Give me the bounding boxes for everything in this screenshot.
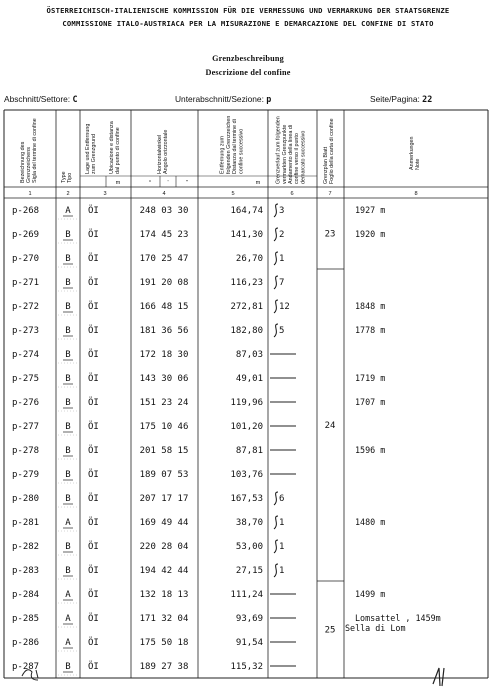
marker-id: p-287 xyxy=(12,662,40,672)
marker-type: B xyxy=(65,278,71,288)
curve-symbol xyxy=(274,540,278,553)
note-text: Lomsattel , 1459m xyxy=(355,613,441,623)
note-text-italian: Sella di Lom xyxy=(345,623,406,633)
distance-value: 27,15 xyxy=(235,566,263,576)
marker-location: ÖI xyxy=(88,662,99,672)
horizontal-angle: 166 48 15 xyxy=(139,302,189,312)
distance-value: 141,30 xyxy=(230,230,263,240)
curve-count: 6 xyxy=(279,494,285,504)
marker-location: ÖI xyxy=(88,590,99,600)
column-header-angle-line: Angolo orizzontale xyxy=(163,129,170,174)
note-text: 1596 m xyxy=(355,445,386,455)
horizontal-angle: 181 36 56 xyxy=(139,326,189,336)
column-number: 5 xyxy=(231,191,235,197)
curve-count: 12 xyxy=(279,302,290,312)
marker-type: B xyxy=(65,494,71,504)
distance-value: 91,54 xyxy=(235,638,263,648)
unit-seconds: '' xyxy=(185,180,189,186)
page-value: 22 xyxy=(422,94,433,104)
marker-id: p-281 xyxy=(12,518,40,528)
marker-id: p-275 xyxy=(12,374,40,384)
column-header-map-sheet xyxy=(323,118,335,184)
marker-type: B xyxy=(65,302,71,312)
note-text: 1920 m xyxy=(355,229,386,239)
curve-symbol xyxy=(274,492,278,505)
unit-m-distance: m xyxy=(255,180,261,186)
horizontal-angle: 220 28 04 xyxy=(139,542,189,552)
distance-value: 103,76 xyxy=(230,470,263,480)
horizontal-angle: 151 23 24 xyxy=(139,398,189,408)
marker-location: ÖI xyxy=(88,230,99,240)
horizontal-angle: 175 10 46 xyxy=(139,422,189,432)
column-header-boundary-course-line: Grenzverlauf zum folgenden xyxy=(275,116,282,184)
marker-type: A xyxy=(65,638,71,648)
column-number: 6 xyxy=(290,191,294,197)
column-number: 4 xyxy=(162,191,166,197)
distance-value: 101,20 xyxy=(230,422,263,432)
marker-type: B xyxy=(65,470,71,480)
curve-symbol xyxy=(274,228,278,241)
marker-id: p-277 xyxy=(12,422,40,432)
column-number: 8 xyxy=(414,191,418,197)
column-header-location-de-line: Lage und Entfernung xyxy=(84,123,91,174)
note-text: 1707 m xyxy=(355,397,386,407)
marker-id: p-282 xyxy=(12,542,40,552)
note-text: 1719 m xyxy=(355,373,386,383)
column-number: 7 xyxy=(328,191,332,197)
column-header-distance-line: confine successivo xyxy=(238,128,245,174)
marker-location: ÖI xyxy=(88,374,99,384)
subsection-value: p xyxy=(266,94,272,104)
column-header-location-it-line: dal punto di confine xyxy=(115,127,122,174)
marker-type: B xyxy=(65,326,71,336)
horizontal-angle: 248 03 30 xyxy=(139,206,189,216)
marker-type: B xyxy=(65,374,71,384)
marker-id: p-285 xyxy=(12,614,40,624)
marker-type: B xyxy=(65,662,71,672)
distance-value: 87,03 xyxy=(235,350,263,360)
distance-value: 93,69 xyxy=(235,614,263,624)
distance-value: 182,80 xyxy=(230,326,263,336)
note-text: 1499 m xyxy=(355,589,386,599)
column-header-angle-line: Horizontalwinkel xyxy=(156,134,163,174)
marker-location: ÖI xyxy=(88,518,99,528)
column-header-notes-line: Note xyxy=(415,158,422,170)
column-header-designation-line: Grenzzeichens xyxy=(26,147,32,183)
note-text: 1848 m xyxy=(355,301,386,311)
marker-location: ÖI xyxy=(88,470,99,480)
curve-count: 5 xyxy=(279,326,285,336)
map-sheet-number: 24 xyxy=(324,421,336,431)
column-header-type xyxy=(61,171,73,183)
marker-id: p-286 xyxy=(12,638,40,648)
column-header-notes-line: Anmerkungen xyxy=(408,136,415,170)
column-header-location-it-line: Ubicazione e distanza xyxy=(108,121,115,174)
distance-value: 119,96 xyxy=(230,398,263,408)
curve-count: 1 xyxy=(279,566,285,576)
horizontal-angle: 174 45 23 xyxy=(139,230,189,240)
marker-id: p-278 xyxy=(12,446,40,456)
marker-id: p-283 xyxy=(12,566,40,576)
horizontal-angle: 171 32 04 xyxy=(139,614,189,624)
note-text: 1778 m xyxy=(355,325,386,335)
distance-value: 87,81 xyxy=(235,446,263,456)
column-header-distance-line: Distanza dal termine di xyxy=(232,119,239,174)
horizontal-angle: 191 20 08 xyxy=(139,278,189,288)
marker-type: A xyxy=(65,614,71,624)
marker-type: B xyxy=(65,542,71,552)
marker-type: B xyxy=(65,230,71,240)
horizontal-angle: 170 25 47 xyxy=(139,254,189,264)
distance-value: 38,70 xyxy=(235,518,263,528)
marker-id: p-273 xyxy=(12,326,40,336)
marker-location: ÖI xyxy=(88,566,99,576)
column-number: 1 xyxy=(28,191,32,197)
marker-location: ÖI xyxy=(88,206,99,216)
distance-value: 167,53 xyxy=(230,494,263,504)
column-header-map-sheet-line: Foglio della carta di confine xyxy=(329,118,336,184)
column-header-designation-line: Bezeichnung des xyxy=(19,141,26,183)
curve-count: 1 xyxy=(279,542,285,552)
curve-symbol xyxy=(274,516,278,529)
curve-count: 7 xyxy=(279,278,285,288)
distance-value: 272,81 xyxy=(230,302,263,312)
marker-location: ÖI xyxy=(88,422,99,432)
marker-location: ÖI xyxy=(88,446,99,456)
map-sheet-number: 25 xyxy=(324,625,336,636)
column-header-boundary-course xyxy=(276,116,307,184)
marker-type: A xyxy=(65,590,71,600)
marker-type: B xyxy=(65,350,71,360)
column-header-angle xyxy=(157,130,169,174)
column-header-distance-line: folgenden Grenzzeichen xyxy=(225,115,232,174)
subsection-label: Unterabschnitt/Sezione: xyxy=(175,94,264,104)
marker-location: ÖI xyxy=(88,542,99,552)
marker-location: ÖI xyxy=(88,638,99,648)
marker-id: p-268 xyxy=(12,206,40,216)
distance-value: 26,70 xyxy=(235,254,263,264)
section-label: Abschnitt/Settore: xyxy=(4,94,71,104)
horizontal-angle: 189 07 53 xyxy=(139,470,189,480)
curve-count: 1 xyxy=(279,518,285,528)
column-header-type-line: Type xyxy=(60,171,67,183)
column-header-boundary-course-line: vermarkten Grenzpunkte xyxy=(281,124,288,184)
unit-minutes: ' xyxy=(167,180,169,186)
column-number: 2 xyxy=(66,191,70,197)
commission-title-it: COMMISSIONE ITALO-AUSTRIACA PER LA MISURAZIONE E DEMARCAZIONE DEL CONFINE DI STATO xyxy=(62,19,434,28)
marker-location: ÖI xyxy=(88,278,99,288)
marker-id: p-279 xyxy=(12,470,40,480)
marker-type: B xyxy=(65,422,71,432)
marker-location: ÖI xyxy=(88,302,99,312)
distance-value: 49,01 xyxy=(235,374,263,384)
marker-id: p-280 xyxy=(12,494,40,504)
column-header-type-line: Tipo xyxy=(67,172,74,183)
column-header-distance-line: Entfernung zum xyxy=(219,135,226,174)
map-sheet-number: 23 xyxy=(324,229,336,240)
horizontal-angle: 207 17 17 xyxy=(139,494,189,504)
column-header-boundary-course-line: demarcato successivo xyxy=(300,130,307,184)
marker-location: ÖI xyxy=(88,350,99,360)
curve-symbol xyxy=(274,300,278,313)
unit-m-location: m xyxy=(115,180,121,186)
curve-count: 2 xyxy=(279,230,285,240)
column-header-location-it xyxy=(109,121,121,174)
section-value: C xyxy=(72,94,78,104)
distance-value: 116,23 xyxy=(230,278,263,288)
marker-location: ÖI xyxy=(88,326,99,336)
horizontal-angle: 169 49 44 xyxy=(139,518,189,528)
note-text: 1927 m xyxy=(355,205,386,215)
commission-title-de: ÖSTERREICHISCH-ITALIENISCHE KOMMISSION FÜR DIE VERMESSUNG UND VERMARKUNG DER STAATSGRENZE xyxy=(46,6,450,15)
marker-type: B xyxy=(65,566,71,576)
marker-location: ÖI xyxy=(88,614,99,624)
document-title-de: Grenzbeschreibung xyxy=(212,54,284,63)
curve-symbol xyxy=(274,276,278,289)
column-header-distance xyxy=(220,116,245,174)
column-header-location-de xyxy=(85,124,97,174)
distance-value: 111,24 xyxy=(230,590,263,600)
distance-value: 53,00 xyxy=(235,542,263,552)
column-header-designation-line: Sigla del termine di confine xyxy=(32,118,39,183)
curve-count: 1 xyxy=(279,254,285,264)
horizontal-angle: 132 18 13 xyxy=(139,590,189,600)
marker-type: B xyxy=(65,398,71,408)
marker-id: p-270 xyxy=(12,254,40,264)
marker-id: p-272 xyxy=(12,302,40,312)
marker-id: p-271 xyxy=(12,278,40,288)
curve-symbol xyxy=(274,252,278,265)
distance-value: 115,32 xyxy=(230,662,263,672)
unit-degrees: ° xyxy=(148,180,152,186)
marker-type: B xyxy=(65,446,71,456)
horizontal-angle: 172 18 30 xyxy=(139,350,189,360)
horizontal-angle: 201 58 15 xyxy=(139,446,189,456)
marker-location: ÖI xyxy=(88,254,99,264)
curve-symbol xyxy=(274,204,278,217)
distance-value: 164,74 xyxy=(230,206,263,216)
column-header-designation xyxy=(20,118,38,183)
marker-id: p-269 xyxy=(12,230,40,240)
marker-id: p-274 xyxy=(12,350,40,360)
column-header-location-de-line: zum Grenzgrund xyxy=(91,133,98,174)
marker-location: ÖI xyxy=(88,494,99,504)
document-title-it: Descrizione del confine xyxy=(205,68,291,77)
marker-type: A xyxy=(65,518,71,528)
column-header-notes xyxy=(409,136,421,170)
curve-count: 3 xyxy=(279,206,285,216)
column-number: 3 xyxy=(103,191,107,197)
marker-type: B xyxy=(65,254,71,264)
marker-id: p-276 xyxy=(12,398,40,408)
horizontal-angle: 175 50 18 xyxy=(139,638,189,648)
curve-symbol xyxy=(274,324,278,337)
column-header-boundary-course-line: confine verso il punto xyxy=(294,133,301,184)
marker-type: A xyxy=(65,206,71,216)
column-header-map-sheet-line: Grenzplan Blatt xyxy=(322,146,329,184)
horizontal-angle: 189 27 38 xyxy=(139,662,189,672)
marker-location: ÖI xyxy=(88,398,99,408)
curve-symbol xyxy=(274,564,278,577)
column-header-boundary-course-line: Andamento della linea di xyxy=(288,124,294,184)
marker-id: p-284 xyxy=(12,590,40,600)
page-label: Seite/Pagina: xyxy=(370,94,420,104)
horizontal-angle: 194 42 44 xyxy=(139,566,189,576)
note-text: 1480 m xyxy=(355,517,386,527)
horizontal-angle: 143 30 06 xyxy=(139,374,189,384)
